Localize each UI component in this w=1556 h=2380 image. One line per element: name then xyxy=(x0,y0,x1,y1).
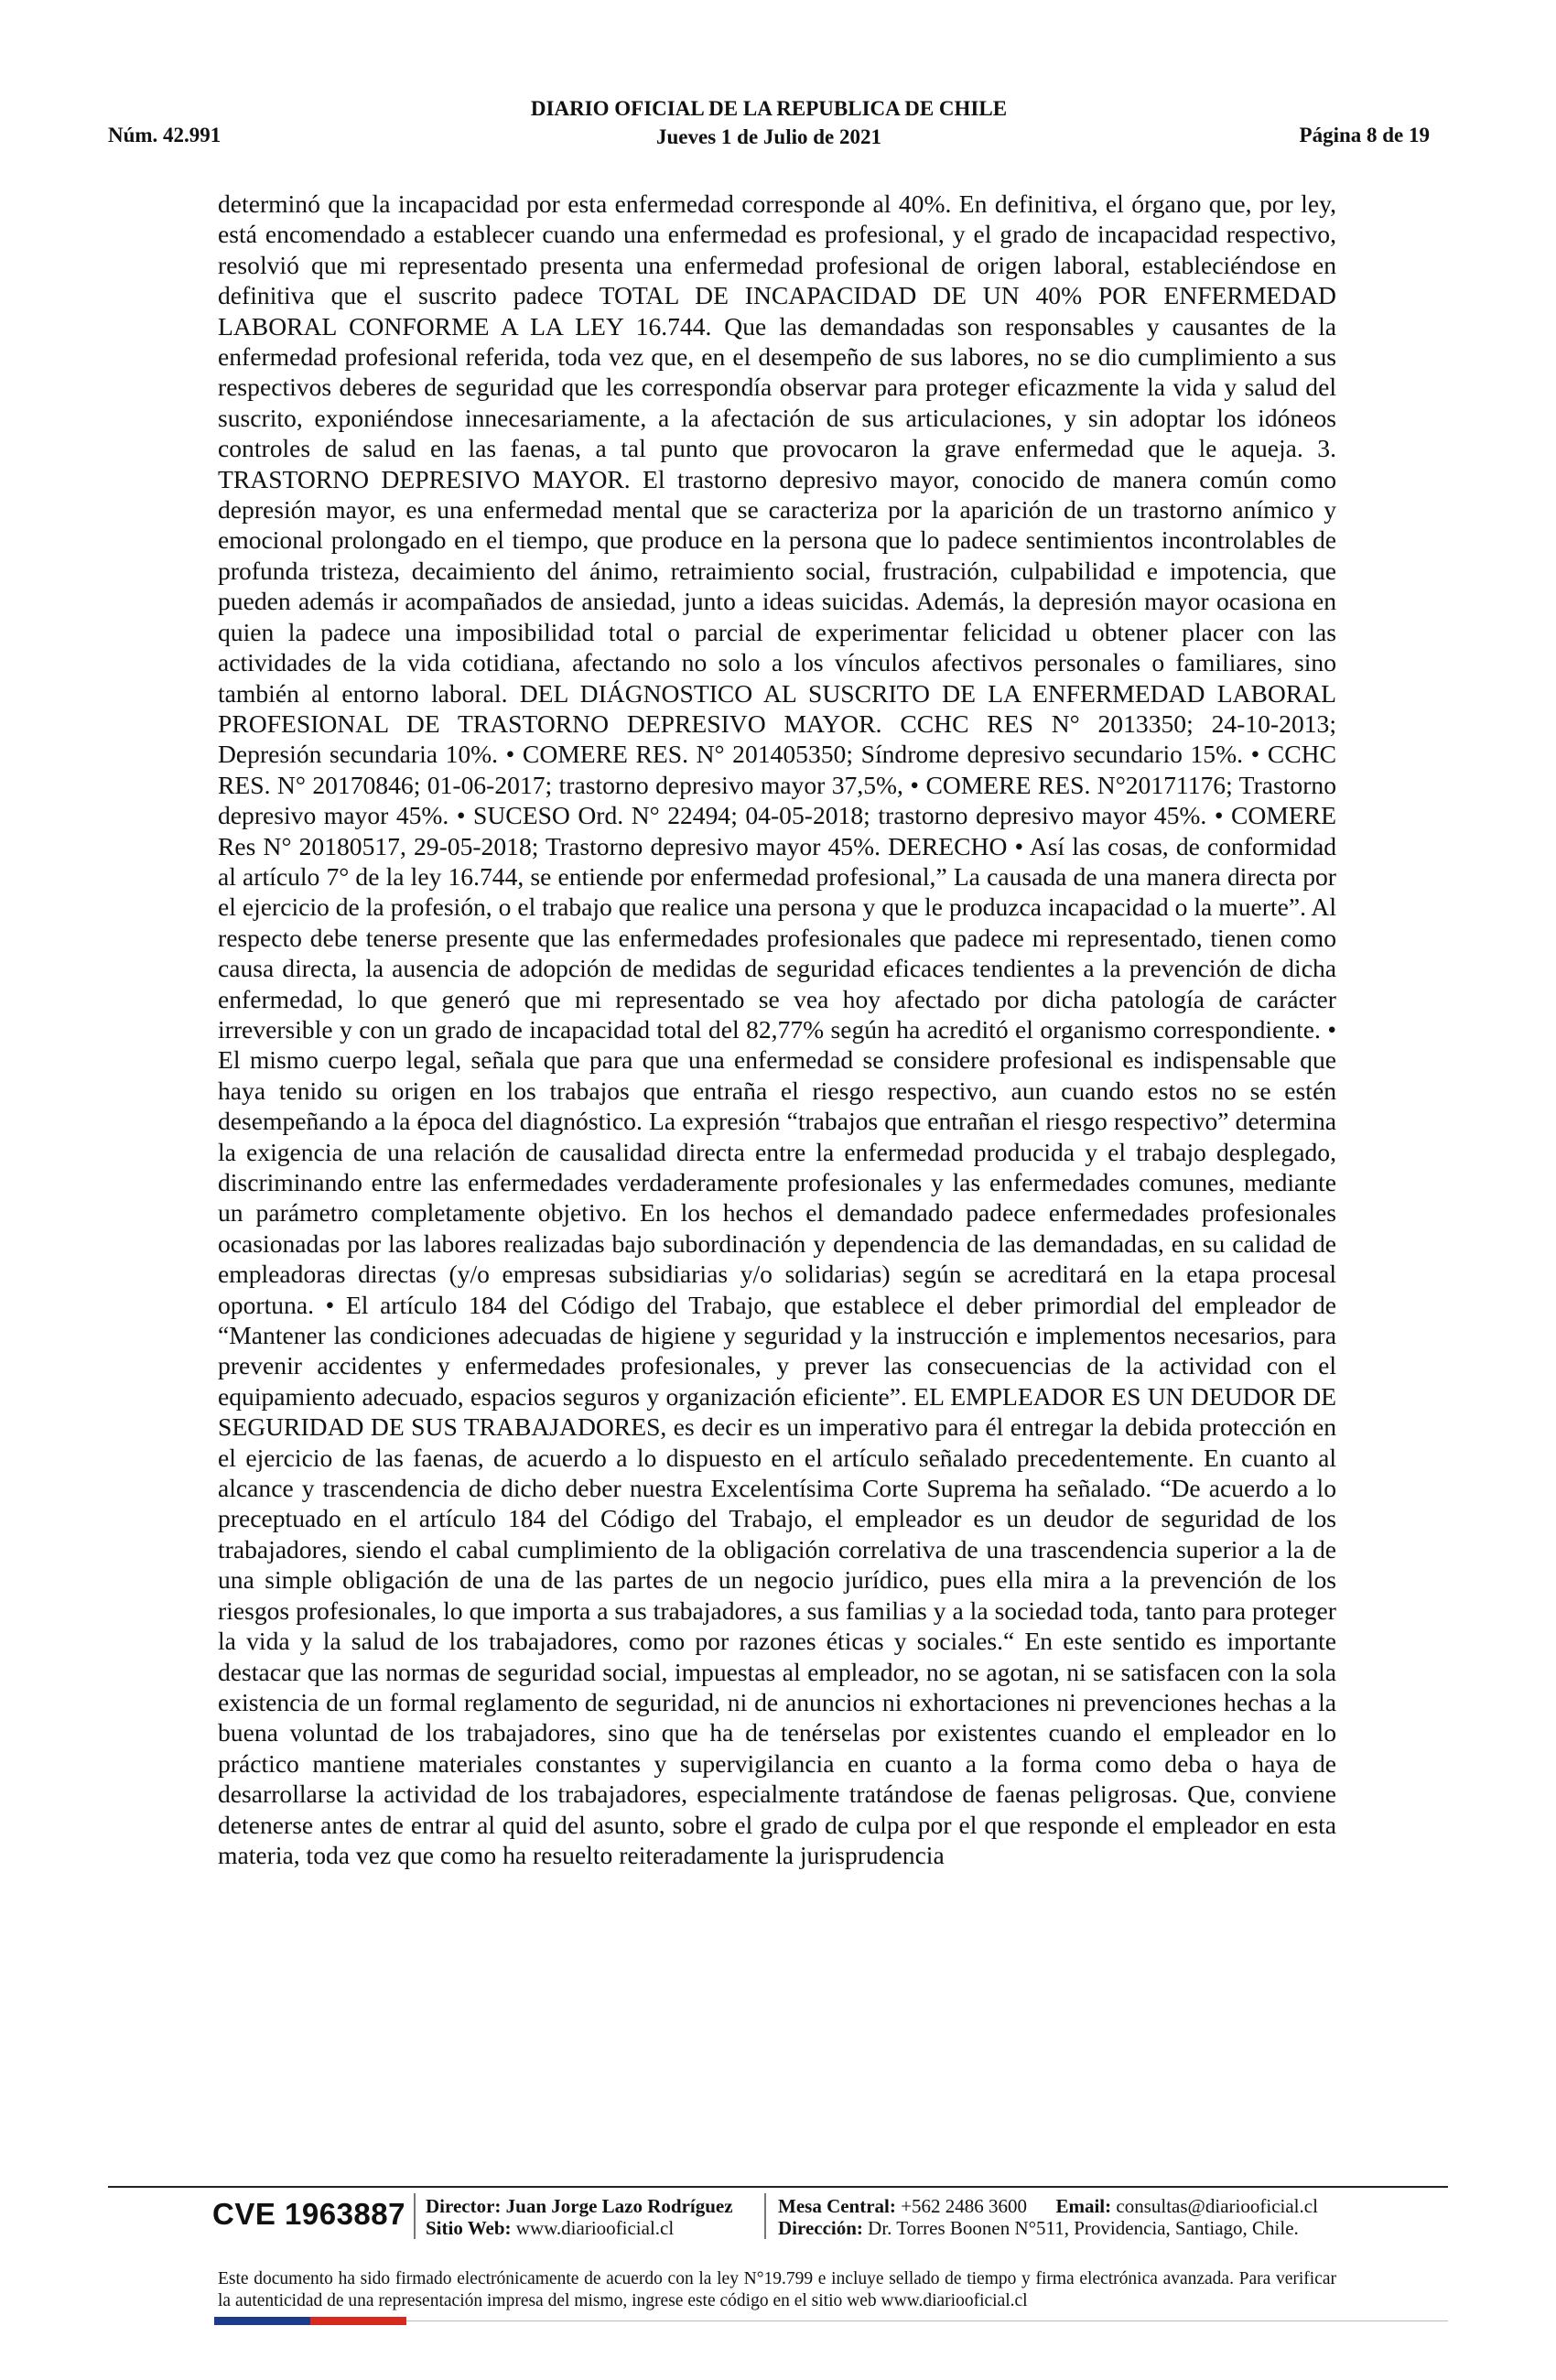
footer-separator xyxy=(764,2193,766,2239)
director-line xyxy=(426,2195,733,2217)
footer-divider xyxy=(108,2186,1448,2188)
director-label: Director: xyxy=(426,2195,502,2217)
phone-label: Mesa Central: xyxy=(778,2195,896,2217)
cve-code: CVE 1963887 xyxy=(212,2197,405,2231)
page-indicator: Página 8 de 19 xyxy=(1299,124,1430,146)
email-link[interactable]: consultas@diariooficial.cl xyxy=(1116,2195,1318,2217)
issue-number: Núm. 42.991 xyxy=(108,124,222,146)
website-line xyxy=(426,2217,733,2239)
page-header xyxy=(108,94,1430,149)
footer-contact-left xyxy=(426,2195,733,2239)
footer-bottom-line xyxy=(406,2320,1448,2321)
signature-notice: Este documento ha sido firmado electrónicamente de acuerdo con la ley N°19.799 e incluye sellado de tiempo y firma electrónica avanzada. Para verificar la autenticidad de una representación impresa del mismo, ingrese este código en el sitio web www.diariooficial.cl xyxy=(218,2269,1336,2310)
contact-line xyxy=(778,2195,1318,2217)
director-name: Juan Jorge Lazo Rodríguez xyxy=(505,2195,733,2217)
masthead xyxy=(108,94,1430,151)
flag-stripe xyxy=(214,2317,406,2325)
phone-number: +562 2486 3600 xyxy=(901,2195,1027,2217)
email-label: Email: xyxy=(1055,2195,1112,2217)
flag-blue-segment xyxy=(214,2317,310,2325)
body-text: determinó que la incapacidad por esta enfermedad corresponde al 40%. En definitiva, el órgano que, por ley, está encomendado a establecer cuando una enfermedad es profesional, y el grado de incapacidad respectivo, resolvió que mi representado presenta una enfermedad profesional de origen laboral, estableciéndose en definitiva que el suscrito padece TOTAL DE INCAPACIDAD DE UN 40% POR ENFERMEDAD LABORAL CONFORME A LA LEY 16.744. Que las demandadas son responsables y causantes de la enfermedad profesional referida, toda vez que, en el desempeño de sus labores, no se dio cumplimiento a sus respectivos deberes de seguridad que les correspondía observar para proteger eficazmente la vida y salud del suscrito, exponiéndose innecesariamente, a la afectación de sus articulaciones, y sin adoptar los idóneos controles de salud en las faenas, a tal punto que provocaron la grave enfermedad que le aqueja. 3. TRASTORNO DEPRESIVO MAYOR. El trastorno depresivo mayor, conocido de manera común como depresión mayor, es una enfermedad mental que se caracteriza por la aparición de un trastorno anímico y emocional prolongado en el tiempo, que produce en la persona que lo padece sentimientos incontrolables de profunda tristeza, decaimiento del ánimo, retraimiento social, frustración, culpabilidad e impotencia, que pueden además ir acompañados de ansiedad, junto a ideas suicidas. Además, la depresión mayor ocasiona en quien la padece una imposibilidad total o parcial de experimentar felicidad u obtener placer con las actividades de la vida cotidiana, afectando no solo a los vínculos afectivos personales o familiares, sino también al entorno laboral. DEL DIÁGNOSTICO AL SUSCRITO DE LA ENFERMEDAD LABORAL PROFESIONAL DE TRASTORNO DEPRESIVO MAYOR. CCHC RES N° 2013350; 24-10-2013; Depresión secundaria 10%. • COMERE RES. N° 201405350; Síndrome depresivo secundario 15%. • CCHC RES. N° 20170846; 01-06-2017; trastorno depresivo mayor 37,5%, • COMERE RES. N°20171176; Trastorno depresivo mayor 45%. • SUCESO Ord. N° 22494; 04-05-2018; trastorno depresivo mayor 45%. • COMERE Res N° 20180517, 29-05-2018; Trastorno depresivo mayor 45%. DERECHO • Así las cosas, de conformidad al artículo 7° de la ley 16.744, se entiende por enfermedad profesional,” La causada de una manera directa por el ejercicio de la profesión, o el trabajo que realice una persona y que le produzca incapacidad o la muerte”. Al respecto debe tenerse presente que las enfermedades profesionales que padece mi representado, tienen como causa directa, la ausencia de adopción de medidas de seguridad eficaces tendientes a la prevención de dicha enfermedad, lo que generó que mi representado se vea hoy afectado por dicha patología de carácter irreversible y con un grado de incapacidad total del 82,77% según ha acreditó el organismo correspondiente. • El mismo cuerpo legal, señala que para que una enfermedad se considere profesional es indispensable que haya tenido su origen en los trabajos que entraña el riesgo respectivo, aun cuando estos no se estén desempeñando a la época del diagnóstico. La expresión “trabajos que entrañan el riesgo respectivo” determina la exigencia de una relación de causalidad directa entre la enfermedad producida y el trabajo desplegado, discriminando entre las enfermedades verdaderamente profesionales y las enfermedades comunes, mediante un parámetro completamente objetivo. En los hechos el demandado padece enfermedades profesionales ocasionadas por las labores realizadas bajo subordinación y dependencia de las demandadas, en su calidad de empleadoras directas (y/o empresas subsidiarias y/o solidarias) según se acreditará en la etapa procesal oportuna. • El artículo 184 del Código del Trabajo, que establece el deber primordial del empleador de “Mantener las condiciones adecuadas de higiene y seguridad y la instrucción e implementos necesarios, para prevenir accidentes y enfermedades profesionales, y prever las consecuencias de la actividad con el equipamiento adecuado, espacios seguros y organización eficiente”. EL EMPLEADOR ES UN DEUDOR DE SEGURIDAD DE SUS TRABAJADORES, es decir es un imperativo para él entregar la debida protección en el ejercicio de las faenas, de acuerdo a lo dispuesto en el artículo señalado precedentemente. En cuanto al alcance y trascendencia de dicho deber nuestra Excelentísima Corte Suprema ha señalado. “De acuerdo a lo preceptuado en el artículo 184 del Código del Trabajo, el empleador es un deudor de seguridad de los trabajadores, siendo el cabal cumplimiento de la obligación correlativa de una trascendencia superior a la de una simple obligación de una de las partes de un negocio jurídico, pues ella mira a la prevención de los riesgos profesionales, lo que importa a sus trabajadores, a sus familias y a la sociedad toda, tanto para proteger la vida y la salud de los trabajadores, como por razones éticas y sociales.“ En este sentido es importante destacar que las normas de seguridad social, impuestas al empleador, no se agotan, ni se satisfacen con la sola existencia de un formal reglamento de seguridad, ni de anuncios ni exhortaciones ni prevenciones hechas a la buena voluntad de los trabajadores, sino que ha de tenérselas por existentes cuando el empleador en lo práctico mantiene materiales constantes y supervigilancia en cuanto a la forma como deba o haya de desarrollarse la actividad de los trabajadores, especialmente tratándose de faenas peligrosas. Que, conviene detenerse antes de entrar al quid del asunto, sobre el grado de culpa por el que responde el empleador en esta materia, toda vez que como ha resuelto reiteradamente la jurisprudencia xyxy=(218,189,1336,1869)
footer-contact-right xyxy=(778,2195,1318,2239)
newspaper-title: DIARIO OFICIAL DE LA REPUBLICA DE CHILE xyxy=(530,97,1008,120)
address-line xyxy=(778,2217,1318,2239)
website-link[interactable]: www.diariooficial.cl xyxy=(515,2217,675,2239)
website-label: Sitio Web: xyxy=(426,2217,512,2239)
address-value: Dr. Torres Boonen N°511, Providencia, Santiago, Chile. xyxy=(868,2217,1299,2239)
footer-separator xyxy=(414,2193,416,2239)
flag-red-segment xyxy=(310,2317,406,2325)
issue-date: Jueves 1 de Julio de 2021 xyxy=(656,125,881,148)
address-label: Dirección: xyxy=(778,2217,863,2239)
